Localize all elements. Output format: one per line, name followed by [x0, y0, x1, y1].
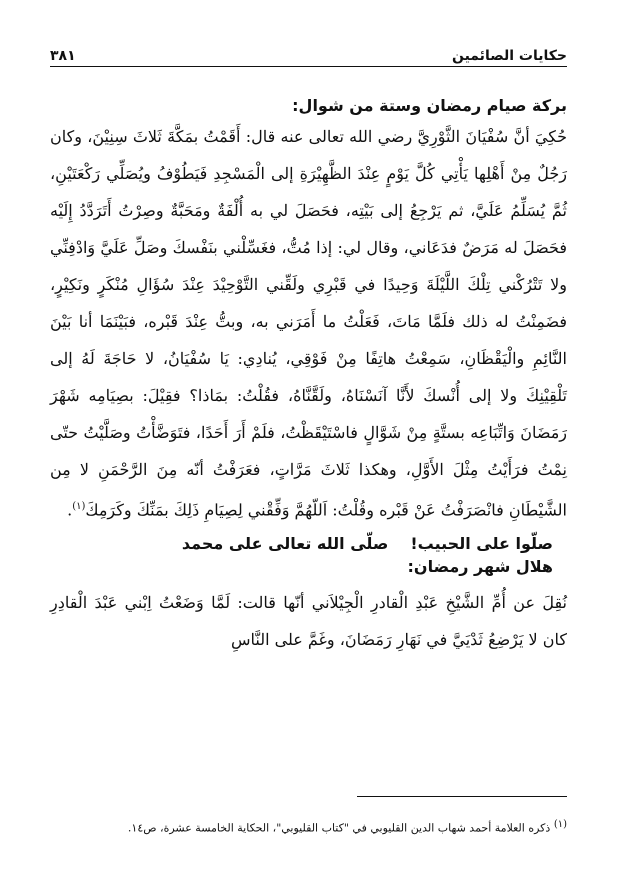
- main-text: [50, 94, 567, 658]
- salutation-line: [50, 532, 553, 556]
- second-section-heading: هلال شهر رمضان:: [407, 557, 553, 577]
- page-number: ٣٨١: [50, 48, 76, 64]
- closing-period: .: [67, 500, 73, 520]
- salutation-response: صلّى الله تعالى على محمد: [181, 534, 389, 554]
- story-paragraph: [50, 118, 567, 528]
- section-heading: بركة صيام رمضان وستة من شوال:: [292, 96, 567, 115]
- footnote-text: ذكره العلامة أحمد شهاب الدين القليوبي في "كتاب القليوبي"، الحكاية الخامسة عشرة، ص١٤.: [127, 821, 551, 835]
- running-header: [50, 40, 567, 64]
- second-story-paragraph: نُقِلَ عن أُمِّ الشَّيْخِ عَبْدِ الْقادرِ الْجِيْلاَني أنّها قالت: لَمَّا وَضَعْتُ اِبْني عَبْدَ الْقادِرِ كان لا يَرْضِعُ ثَدْيَيَّ في نَهَارِ رَمَضَانَ، وغَمَّ على النَّاسِ: [50, 593, 567, 650]
- footnote-divider: [357, 796, 567, 797]
- book-title: حكايات الصائمين: [451, 48, 567, 64]
- header-divider: [50, 66, 567, 67]
- salutation-call: صلّوا على الحبيب!: [410, 534, 553, 554]
- footnote-marker: (١): [553, 819, 567, 830]
- story-text: حُكِيَ أنَّ سُفْيَانَ الثَّوْرِيَّ رضي الله تعالى عنه قال: أَقَمْتُ بمَكَّةَ ثَلاثَ سِنِيْنَ، وكان رَجُلٌ مِنْ أَهْلِها يَأْتِي كُلَّ يَوْمٍ عِنْدَ الظَّهِيْرَةِ إلى الْمَسْجِدِ فَيَطُوْفُ ويُصَلِّي رَكْعَتَيْنِ، ثُمَّ يُسَلِّمُ عَلَيَّ، ثم يَرْجِعُ إلى بَيْتِه، فحَصَلَ لي به أُلْفَةٌ ومَحَبَّةٌ وصِرْتُ أَتَرَدَّدُ إِلَيْه فحَصَلَ له مَرَضٌ فدَعَاني، وقال لي: إذا مُتُّ، فغَسِّلْني بنَفْسكَ وصَلِّ عَلَيَّ وَادْفِنِّي ولا تَتْرُكْني تِلْكَ اللَّيْلَةَ وَحِيدًا في قَبْرِي ولَقِّني التَّوْحِيْدَ عِنْدَ سُؤَالِ مُنْكَرٍ ونَكِيْرٍ، فضَمِنْتُ له ذلك فلَمَّا مَاتَ، فَعَلْتُ ما أَمَرَني به، وبتُّ عِنْدَ قَبْره، فبَيْنَمَا أنا بَيْنَ النَّائِمِ والْيَقْظَانِ، سَمِعْتُ هاتِفًا مِنْ فَوْقِي، يُنادِي: يَا سُفْيَانُ، لا حَاجَةَ لَهُ إلى تَلْقِيْنِكَ ولا إلى أُنْسكَ لأَنَّا آنَسْنَاهُ، ولَقَّنَّاهُ، فقُلْتُ: بمَاذا؟ فقِيْلَ: بصِيَامِه شَهْرَ رَمَضَانَ وَاتِّبَاعِه بستَّةٍ مِنْ شَوَّالٍ فاسْتَيْقَظْتُ، فلَمْ أَرَ أَحَدًا، فتَوَضَّأْتُ وصَلَّيْتُ حتّى نِمْتُ فرَأَيْتُ مِثْلَ الأَوَّلِ، وهكذا ثَلاثَ مَرَّاتٍ، فعَرَفْتُ أنّه مِنَ الرَّحْمَنِ لا مِن الشَّيْطَانِ فانْصَرَفْتُ عَنْ قَبْره وقُلْتُ: اَللّهُمَّ وَفِّقْني لِصِيَامِ ذَلِكَ بمَنِّكَ وكَرَمِكَ: [50, 127, 567, 520]
- footnote-reference[interactable]: (١): [72, 501, 86, 512]
- footnote: [50, 808, 567, 846]
